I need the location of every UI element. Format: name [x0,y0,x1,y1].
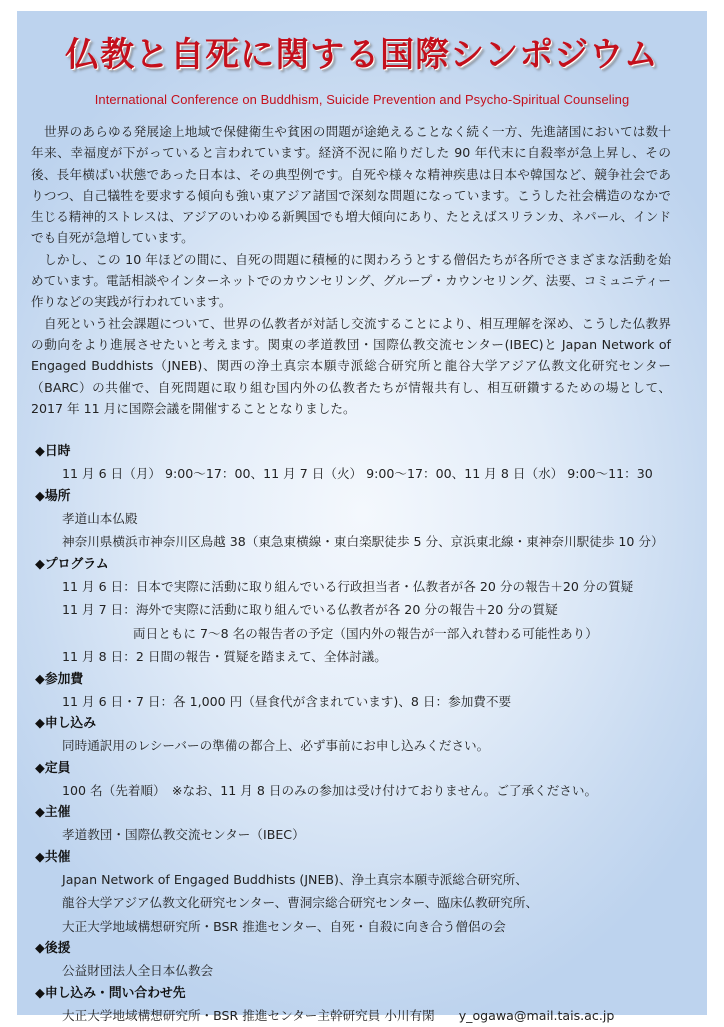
event-details [35,441,685,1027]
section-line: Japan Network of Engaged Buddhists (JNEB)、浄土真宗本願寺派総合研究所、 [35,868,685,892]
section-sponsor [35,938,685,983]
section-heading: ◆日時 [35,441,685,462]
section-line: 龍谷大学アジア仏教文化研究センター、曹洞宗総合研究センター、臨床仏教研究所、 [35,891,685,915]
contact-email-link[interactable]: y_ogawa@mail.tais.ac.jp [459,1008,615,1023]
flyer-subtitle: International Conference on Buddhism, Suicide Prevention and Psycho-Spiritual Counseling [24,92,700,107]
section-venue [35,486,685,554]
section-line: 同時通訳用のレシーバーの準備の都合上、必ず事前にお申し込みください。 [35,734,685,758]
section-fee [35,669,685,714]
section-line: 両日ともに 7～8 名の報告者の予定（国内外の報告が一部入れ替わる可能性あり） [35,622,685,646]
section-line: 孝道山本仏殿 [35,507,685,531]
section-heading: ◆共催 [35,847,685,868]
intro-text [31,121,671,419]
section-heading: ◆参加費 [35,669,685,690]
section-co-organizers [35,847,685,939]
section-heading: ◆申し込み・問い合わせ先 [35,983,685,1004]
section-line: 11 月 8 日：2 日間の報告・質疑を踏まえて、全体討議。 [35,645,685,669]
section-heading: ◆場所 [35,486,685,507]
contact-line [35,1004,685,1027]
section-contact [35,983,685,1027]
section-line: 公益財団法人全日本仏教会 [35,959,685,983]
section-line: 11 月 7 日：海外で実際に活動に取り組んでいる仏教者が各 20 分の報告＋20 分の質疑 [35,598,685,622]
intro-paragraph-1: 世界のあらゆる発展途上地域で保健衛生や貧困の問題が途絶えることなく続く一方、先進諸国においては数十年来、幸福度が下がっていると言われています。経済不況に陥りだした 90 年代末に自殺率が急上昇し、その後、長年横ばい状態であった日本は、その典型例です。自死や様々な精神疾患は日本や韓国など、競争社会でありつつ、自己犠牲を要求する傾向も強い東アジア諸国で深刻な問題になっています。こうした社会構造のなかで生じる精神的ストレスは、アジアのいわゆる新興国でも増大傾向にあり、たとえばスリランカ、ネパール、インドでも自死が急増しています。 [31,121,671,249]
section-line: 11 月 6 日・7 日：各 1,000 円（昼食代が含まれています)、8 日：参加費不要 [35,690,685,714]
section-registration [35,713,685,758]
section-organizer [35,802,685,847]
section-line: 神奈川県横浜市神奈川区鳥越 38（東急東横線・東白楽駅徒歩 5 分、京浜東北線・東神奈川駅徒歩 10 分） [35,530,685,554]
section-line: 11 月 6 日（月） 9:00～17：00、11 月 7 日（火） 9:00～17：00、11 月 8 日（水） 9:00～11：30 [35,462,685,486]
section-line: 大正大学地域構想研究所・BSR 推進センター、自死・自殺に向き合う僧侶の会 [35,915,685,939]
section-line: 孝道教団・国際仏教交流センター（IBEC） [35,823,685,847]
section-heading: ◆主催 [35,802,685,823]
intro-paragraph-3: 自死という社会課題について、世界の仏教者が対話し交流することにより、相互理解を深め、こうした仏教界の動向をより進展させたいと考えます。関東の孝道教団・国際仏教交流センター(IBEC)と Japan Network of Engaged Buddhists（JNEB)、関西の浄土真宗本願寺派総合研究所と龍谷大学アジア仏教文化研究センター（BARC）の共催で、自死問題に取り組む国内外の仏教者たちが情報共有し、相互研鑽するための場として、2017 年 11 月に国際会議を開催することとなりました。 [31,313,671,419]
section-heading: ◆後援 [35,938,685,959]
section-datetime [35,441,685,486]
section-heading: ◆定員 [35,758,685,779]
section-heading: ◆プログラム [35,554,685,575]
section-line: 11 月 6 日：日本で実際に活動に取り組んでいる行政担当者・仏教者が各 20 分の報告＋20 分の質疑 [35,575,685,599]
section-program [35,554,685,669]
intro-paragraph-2: しかし、この 10 年ほどの間に、自死の問題に積極的に関わろうとする僧侶たちが各所でさまざまな活動を始めています。電話相談やインターネットでのカウンセリング、グループ・カウンセリング、法要、コミュニティー作りなどの実践が行われています。 [31,249,671,313]
section-line: 100 名（先着順） ※なお、11 月 8 日のみの参加は受け付けておりません。ご了承ください。 [35,779,685,803]
section-capacity [35,758,685,803]
section-heading: ◆申し込み [35,713,685,734]
flyer-title: 仏教と自死に関する国際シンポジウム [17,27,707,76]
contact-person: 大正大学地域構想研究所・BSR 推進センター主幹研究員 小川有閑 [62,1008,435,1023]
